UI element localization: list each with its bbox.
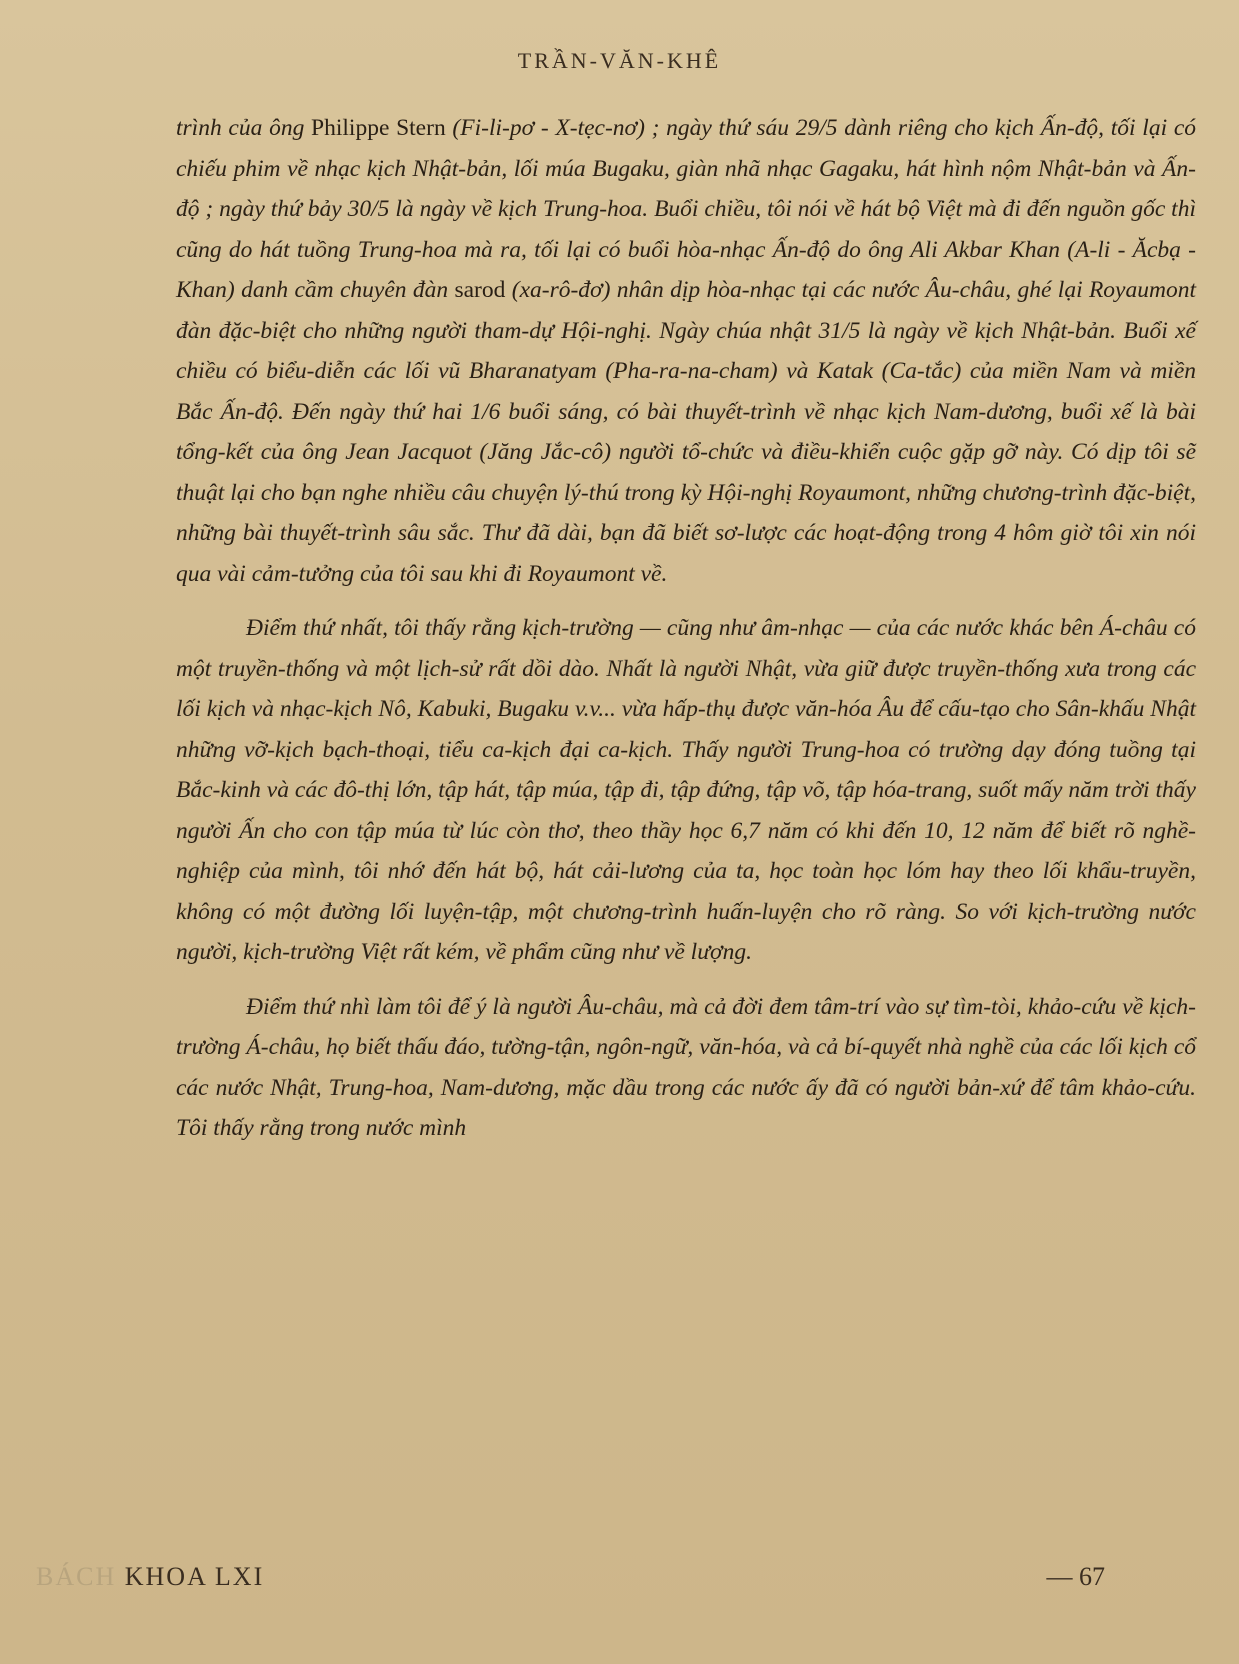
body-text [176,108,1196,1149]
publication-name: KHOA LXI [124,1562,265,1591]
publication-footer [36,1562,264,1592]
paragraph-2: Điểm thứ nhất, tôi thấy rằng kịch-trường — cũng như âm-nhạc — của các nước khác bên Á-châu có một truyền-thống và một lịch-sử rất dồi dào. Nhất là người Nhật, vừa giữ được truyền-thống xưa trong các lối kịch và nhạc-kịch Nô, Kabuki, Bugaku v.v... vừa hấp-thụ được văn-hóa Âu để cấu-tạo cho Sân-khấu Nhật những vỡ-kịch bạch-thoại, tiểu ca-kịch đại ca-kịch. Thấy người Trung-hoa có trường dạy đóng tuồng tại Bắc-kinh và các đô-thị lớn, tập hát, tập múa, tập đi, tập đứng, tập võ, tập hóa-trang, suốt mấy năm trời thấy người Ấn cho con tập múa từ lúc còn thơ, theo thầy học 6,7 năm có khi đến 10, 12 năm để biết rõ nghề-nghiệp của mình, tôi nhớ đến hát bộ, hát cải-lương của ta, học toàn học lóm hay theo lối khẩu-truyền, không có một đường lối luyện-tập, một chương-trình huấn-luyện cho rõ ràng. So với kịch-trường nước người, kịch-trường Việt rất kém, về phẩm cũng như về lượng. [176,615,1196,965]
paragraph-1-part-c: (Fi-li-pơ - X-tẹc-nơ) ; ngày thứ sáu 29/5 dành riêng cho kịch Ấn-độ, tối lại có chiếu phim về nhạc kịch Nhật-bản, lối múa Bugaku, giàn nhã nhạc Gagaku, hát hình nộm Nhật-bản và Ấn-độ ; ngày thứ bảy 30/5 là ngày về kịch Trung-hoa. Buổi chiều, tôi nói về hát bộ Việt mà đi đến nguồn gốc thì cũng do hát tuồng Trung-hoa mà ra, tối lại có buổi hòa-nhạc Ấn-độ do ông Ali Akbar Khan (A-li - Ăcbạ - Khan) danh cầm chuyên đàn [176,115,1196,303]
running-header: TRẦN-VĂN-KHÊ [517,48,722,73]
paragraph-3: Điểm thứ nhì làm tôi để ý là người Âu-châu, mà cả đời đem tâm-trí vào sự tìm-tòi, khảo-cứu về kịch-trường Á-châu, họ biết thấu đáo, tường-tận, ngôn-ngữ, văn-hóa, và cả bí-quyết nhà nghề của các lối kịch cổ các nước Nhật, Trung-hoa, Nam-dương, mặc dầu trong các nước ấy đã có người bản-xứ để tâm khảo-cứu. Tôi thấy rằng trong nước mình [176,993,1196,1141]
paragraph-1-part-b: Philippe Stern [311,115,446,141]
page-number: — 67 [1046,1562,1105,1591]
paragraph-1 [176,108,1196,594]
paragraph-1-part-d: sarod [454,277,506,303]
publication-faded: BÁCH [36,1562,117,1591]
paragraph-1-part-e: (xa-rô-đơ) nhân dịp hòa-nhạc tại các nước Âu-châu, ghé lại Royaumont đàn đặc-biệt cho những người tham-dự Hội-nghị. Ngày chúa nhật 31/5 là ngày về kịch Nhật-bản. Buổi xế chiều có biểu-diễn các lối vũ Bharanatyam (Pha-ra-na-cham) và Katak (Ca-tắc) của miền Nam và miền Bắc Ấn-độ. Đến ngày thứ hai 1/6 buổi sáng, có bài thuyết-trình về nhạc kịch Nam-dương, buổi xế là bài tổng-kết của ông Jean Jacquot (Jăng Jắc-cô) người tổ-chức và điều-khiển cuộc gặp gỡ này. Có dịp tôi sẽ thuật lại cho bạn nghe nhiều câu chuyện lý-thú trong kỳ Hội-nghị Royaumont, những chương-trình đặc-biệt, những bài thuyết-trình sâu sắc. Thư đã dài, bạn đã biết sơ-lược các hoạt-động trong 4 hôm giờ tôi xin nói qua vài cảm-tưởng của tôi sau khi đi Royaumont về. [176,277,1196,587]
paragraph-1-part-a: trình của ông [176,115,312,141]
